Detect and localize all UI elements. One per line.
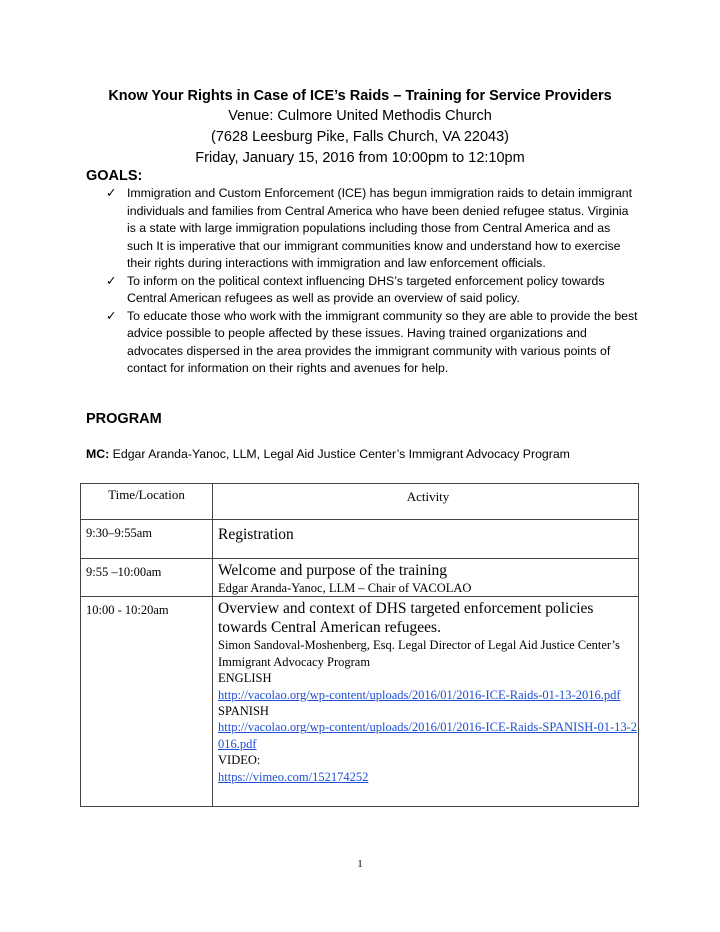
goal-item <box>106 185 638 273</box>
goal-item <box>106 273 638 308</box>
goal-text: To educate those who work with the immigrant community so they are able to provide the best advice possible to people affected by these issues. Having trained organizations and advocates dispersed in the area provides the immigrant community with various points of contact for information on their rights and avenues for help. <box>127 308 638 375</box>
row-time: 10:00 - 10:20am <box>81 597 213 807</box>
document-title: Know Your Rights in Case of ICE’s Raids – Training for Service Providers <box>108 88 612 104</box>
row-time: 9:55 –10:00am <box>81 559 213 597</box>
activity-title: Welcome and purpose of the training <box>218 562 448 579</box>
checkmark-icon: ✓ <box>106 273 117 288</box>
date-line: Friday, January 15, 2016 from 10:00pm to 12:10pm <box>195 150 525 166</box>
column-header-time: Time/Location <box>81 484 213 520</box>
page-number: 1 <box>357 858 363 870</box>
venue-line: Venue: Culmore United Methodis Church <box>228 108 492 124</box>
table-row <box>81 597 639 807</box>
activity-speaker: Edgar Aranda-Yanoc, LLM – Chair of VACOLAO <box>218 581 472 595</box>
checkmark-icon: ✓ <box>106 308 117 323</box>
spanish-pdf-link[interactable]: http://vacolao.org/wp-content/uploads/2016/01/2016-ICE-Raids-SPANISH-01-13-2016.pdf <box>218 720 638 751</box>
table-row <box>81 520 639 559</box>
video-link[interactable]: https://vimeo.com/152174252 <box>218 769 369 784</box>
goal-item <box>106 308 638 378</box>
mc-label: MC: <box>86 447 110 461</box>
english-label: ENGLISH <box>218 671 272 686</box>
row-activity <box>213 520 639 559</box>
program-heading: PROGRAM <box>86 411 162 427</box>
checkmark-icon: ✓ <box>106 186 117 200</box>
video-label: VIDEO: <box>218 753 261 768</box>
table-row <box>81 559 639 597</box>
mc-text: Edgar Aranda-Yanoc, LLM, Legal Aid Justice Center’s Immigrant Advocacy Program <box>112 447 570 461</box>
activity-speaker: Simon Sandoval-Moshenberg, Esq. Legal Director of Legal Aid Justice Center’s Immigrant Advocacy Program <box>218 638 620 669</box>
schedule-table <box>80 483 639 807</box>
row-time: 9:30–9:55am <box>81 520 213 559</box>
spanish-label: SPANISH <box>218 704 269 719</box>
column-header-activity: Activity <box>213 484 639 520</box>
row-activity <box>213 597 639 807</box>
table-header-row <box>81 484 639 520</box>
activity-title: Overview and context of DHS targeted enforcement policies towards Central American refugees. <box>218 600 594 637</box>
address-line: (7628 Leesburg Pike, Falls Church, VA 22043) <box>211 129 509 145</box>
goals-list <box>106 185 638 378</box>
activity-title: Registration <box>218 526 294 543</box>
mc-line <box>86 446 570 463</box>
english-pdf-link[interactable]: http://vacolao.org/wp-content/uploads/2016/01/2016-ICE-Raids-01-13-2016.pdf <box>218 687 621 702</box>
goals-heading: GOALS: <box>86 168 143 184</box>
goal-text: Immigration and Custom Enforcement (ICE) has begun immigration raids to detain immigrant individuals and families from Central America who have been denied refugee status. Virginia is a state with large immigration populations including those from Central America and as such It is imperative that our immigrant communities know and understand how to exercise their rights during interactions with immigration and law enforcement officials. <box>127 186 633 270</box>
row-activity <box>213 559 639 597</box>
goal-text: To inform on the political context influencing DHS’s targeted enforcement policy towards Central American refugees as well as provide an overview of said policy. <box>127 273 605 305</box>
